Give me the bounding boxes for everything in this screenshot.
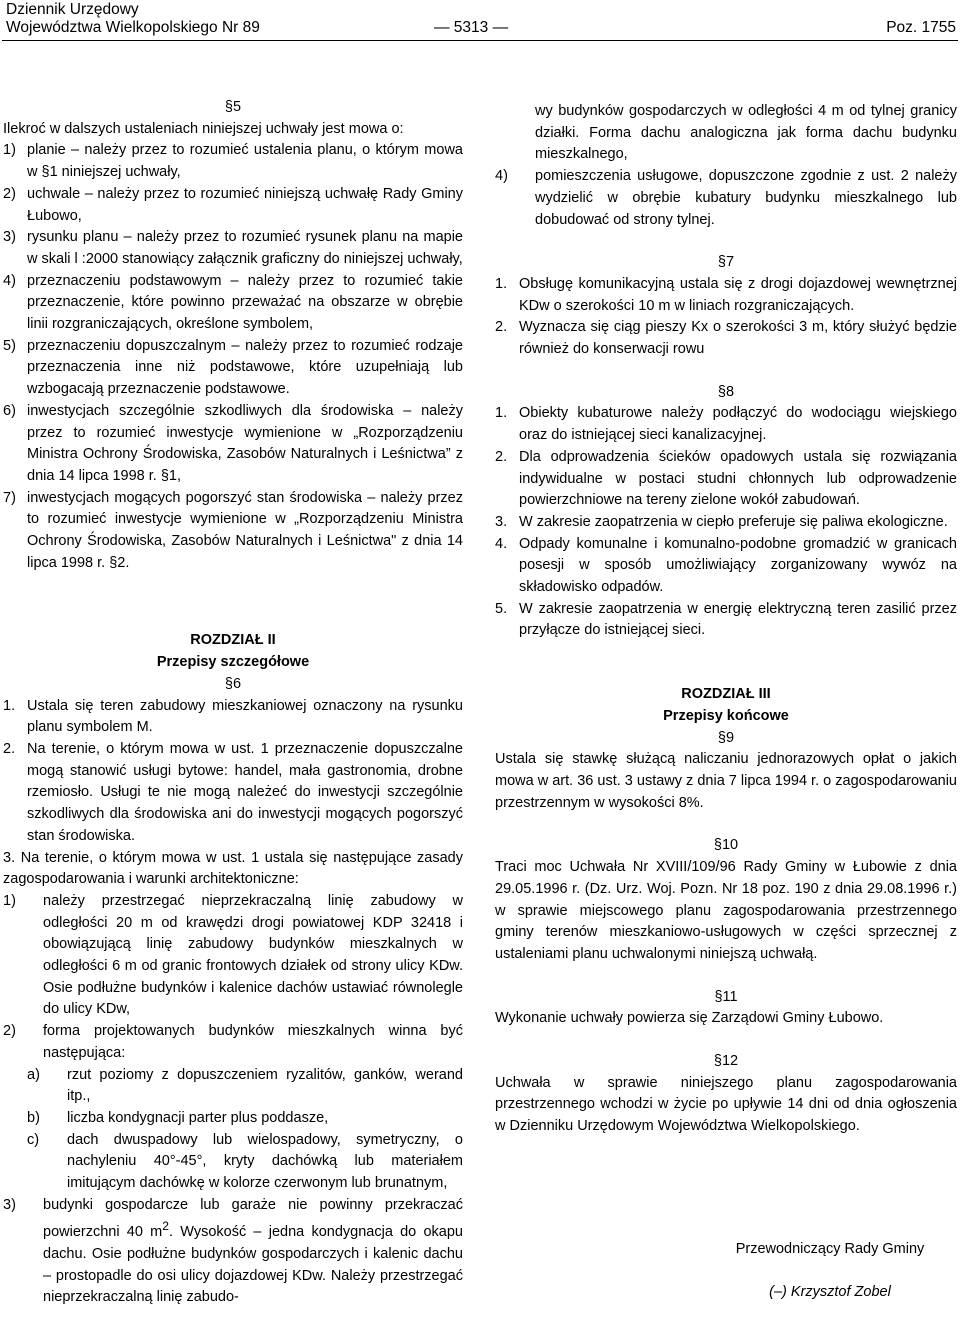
- section-9-title: §9: [717, 729, 735, 746]
- section-12-text: Uchwała w sprawie niniejszego planu zagospodarowania przestrzennego wchodzi w życie po upływie 14 dni od dnia ogłoszenia w Dzienniku Urzędowym Województwa Wielkopolskiego.: [495, 1074, 957, 1135]
- list-number: 2.: [495, 448, 508, 465]
- section-6-point-3: 3) budynki gospodarcze lub garaże nie powinny przekraczać powierzchni 40 $m^2$. Wysokość – jedna kondygnacja do okapu dachu. Osie podłużne budynków gospodarczych i kalenic dachu – prostopadle do osi ulicy dojazdowej KDw. Należy przestrzegać nieprzekraczalną linię zabudo-: [3, 1196, 463, 1306]
- list-number: 2.: [495, 319, 508, 336]
- section-8-item-3: [495, 512, 957, 534]
- section-7-item-2: [495, 317, 957, 360]
- list-number: 1.: [495, 275, 508, 292]
- section-5-item-7: [3, 488, 463, 575]
- list-number: 2): [3, 185, 16, 202]
- section-8-item-1: [495, 403, 957, 446]
- list-number: 1): [3, 142, 16, 159]
- list-number: 3.: [495, 513, 508, 530]
- section-6-para-1: 1. Ustala się teren zabudowy mieszkaniowej oznaczony na rysunku planu symbolem M.: [3, 697, 463, 736]
- list-number: 5): [3, 337, 16, 354]
- list-number: 4.: [495, 535, 508, 552]
- header-rule: [2, 40, 958, 41]
- chapter-2-title: ROZDZIAŁ II: [190, 632, 276, 649]
- section-6-point-3-continued: wy budynków gospodarczych w odległości 4 m od tylnej granicy działki. Forma dachu analogiczna jak forma dachu budynku mieszkalnego,: [535, 103, 957, 163]
- list-number: 1.: [495, 405, 508, 422]
- left-column: [3, 97, 463, 1309]
- section-7-title: §7: [717, 254, 735, 271]
- section-8-item-5: [495, 599, 957, 642]
- section-5-item-5: [3, 336, 463, 401]
- list-number: c): [27, 1131, 40, 1148]
- list-text: W zakresie zaopatrzenia w energię elektryczną teren zasilić przez przyłącze do istniejącej sieci.: [519, 600, 957, 639]
- section-6-point-2: 2) forma projektowanych budynków mieszkalnych winna być następująca:: [3, 1023, 463, 1061]
- chapter-3-title: ROZDZIAŁ III: [681, 686, 771, 703]
- section-12-title: §12: [713, 1053, 739, 1070]
- section-11-title: §11: [714, 988, 738, 1005]
- section-5-item-3: [3, 227, 463, 270]
- list-text: Wyznacza się ciąg pieszy Kx o szerokości 3 m, który służyć będzie również do konserwacji rowu: [519, 319, 957, 358]
- section-6-subitem-3: [3, 1130, 463, 1195]
- chapter-3-subtitle: Przepisy końcowe: [663, 707, 789, 724]
- journal-title: [6, 1, 260, 37]
- list-number: 5.: [495, 600, 508, 617]
- section-5-list: [3, 140, 463, 574]
- list-text: rzut poziomy z dopuszczeniem ryzalitów, ganków, werand itp.,: [67, 1066, 463, 1105]
- list-text: przeznaczeniu dopuszczalnym – należy przez to rozumieć rodzaje przeznaczenia inne niż podstawowe, które uzupełniają lub wzbogacają przeznaczenie podstawowe.: [27, 337, 463, 398]
- list-number: b): [27, 1109, 40, 1126]
- section-10-text: Traci moc Uchwała Nr XVIII/109/96 Rady Gminy w Łubowie z dnia 29.05.1996 r. (Dz. Urz. Woj. Pozn. Nr 18 poz. 190 z dnia 29.08.1996 r.) w sprawie miejscowego planu zagospodarowania przestrzennego gminy terenów mieszkaniowo-usługowych w części sprzecznej z ustaleniami planu uchwalonymi niniejszą uchwałą.: [495, 859, 957, 962]
- section-6-point-1: 1) należy przestrzegać nieprzekraczalną linię zabudowy w odległości 20 m od krawędzi drogi powiatowej KDP 32418 i obowiązującą linię zabudowy budynków mieszkalnych w odległości 6 m od granic frontowych działek od strony ulicy KDw. Osie podłużne budynków i kalenice dachów ustawiać równolegle do ulicy KDw,: [3, 892, 463, 1018]
- section-7-item-1: [495, 274, 957, 317]
- list-text: inwestycjach szczególnie szkodliwych dla środowiska – należy przez to rozumieć inwestycje wymienione w „Rozporządzeniu Ministra Ochrony Środowiska, Zasobów Naturalnych i Leśnictwa” z dnia 14 lipca 1998 r. §1,: [27, 402, 463, 484]
- section-11-text: Wykonanie uchwały powierza się Zarządowi Gminy Łubowo.: [495, 1010, 884, 1027]
- list-text: przeznaczeniu podstawowym – należy przez to rozumieć takie przeznaczenie, które powinno przeważać na obszarze w obrębie linii rozgraniczających, określone symbolem,: [27, 272, 463, 333]
- list-number: 4): [3, 272, 16, 289]
- section-8-title: §8: [717, 383, 735, 400]
- list-number: a): [27, 1066, 40, 1083]
- section-9-text: Ustala się stawkę służącą naliczaniu jednorazowych opłat o jakich mowa w art. 36 ust. 3 ustawy z dnia 7 lipca 1994 r. o zagospodarowaniu przestrzennym w wysokości 8%.: [495, 751, 957, 811]
- section-6-title: §6: [224, 675, 242, 692]
- signature-role: Przewodniczący Rady Gminy: [735, 1241, 925, 1257]
- right-column: [495, 101, 957, 1138]
- list-number: 7): [3, 489, 16, 506]
- list-number: 6): [3, 402, 16, 419]
- section-5-item-2: [3, 184, 463, 227]
- list-text: Dla odprowadzenia ścieków opadowych ustala się rozwiązania indywidualne w postaci studni chłonnych lub odprowadzenie powierzchniowe na tereny zielone wokół zabudowań.: [519, 448, 957, 509]
- list-number: 1.: [3, 697, 16, 714]
- list-text: uchwale – należy przez to rozumieć niniejszą uchwałę Rady Gminy Łubowo,: [27, 185, 463, 224]
- section-5-item-4: [3, 271, 463, 336]
- section-6-para-2: 2. Na terenie, o którym mowa w ust. 1 przeznaczenie dopuszczalne mogą stanowić usługi bytowe: handel, mała gastronomia, drobne rzemiosło. Usługi te nie mogą należeć do inwestycji szczególnie szkodliwych dla środowiska ani do inwestycji mogących pogorszyć stan środowiska.: [3, 740, 463, 844]
- signature-name: (–) Krzysztof Zobel: [769, 1284, 891, 1300]
- chapter-2-subtitle: Przepisy szczegółowe: [156, 654, 310, 671]
- list-text: W zakresie zaopatrzenia w ciepło preferuje się paliwa ekologiczne.: [519, 513, 948, 530]
- section-10-title: §10: [713, 837, 739, 854]
- section-8-item-2: [495, 447, 957, 512]
- page-header: [0, 0, 960, 40]
- list-number: 2.: [3, 740, 16, 757]
- list-text: Odpady komunalne i komunalno-podobne gromadzić w granicach posesji w sposób umożliwiający zorganizowany wywóz na składowisko odpadów.: [519, 535, 957, 596]
- section-6-point-4: 4) pomieszczenia usługowe, dopuszczone zgodnie z ust. 2 należy wydzielić w obrębie kubatury budynku mieszkalnego lub dobudować od strony tylnej.: [495, 168, 957, 228]
- section-7-list: [495, 274, 957, 361]
- list-text: planie – należy przez to rozumieć ustalenia planu, o którym mowa w §1 niniejszej uchwały,: [27, 142, 463, 181]
- section-6-subitem-1: [3, 1065, 463, 1108]
- list-text: Obiekty kubaturowe należy podłączyć do wodociągu wiejskiego oraz do istniejącej sieci kanalizacyjnej.: [519, 405, 957, 444]
- list-text: liczba kondygnacji parter plus poddasze,: [67, 1109, 329, 1126]
- section-5-item-6: [3, 401, 463, 488]
- section-5-title: §5: [224, 99, 242, 115]
- list-text: inwestycjach mogących pogorszyć stan środowiska – należy przez to rozumieć inwestycje wymienione w „Rozporządzeniu Ministra Ochrony Środowiska, Zasobów Naturalnych i Leśnictwa" z dnia 14 lipca 1998 r. §2.: [27, 489, 463, 571]
- list-text: dach dwuspadowy lub wielospadowy, symetryczny, o nachyleniu 40°-45°, kryty dachówką lub materiałem imitującym dachówkę w kolorze czerwonym lub brunatnym,: [67, 1131, 463, 1192]
- list-number: 3): [3, 229, 16, 246]
- section-8-list: [495, 403, 957, 642]
- page-number: — 5313 —: [434, 19, 509, 36]
- section-6-subitem-2: [3, 1108, 463, 1130]
- section-6-para-3: 3. Na terenie, o którym mowa w ust. 1 ustala się następujące zasady zagospodarowania i warunki architektoniczne:: [3, 849, 463, 888]
- list-text: rysunku planu – należy przez to rozumieć rysunek planu na mapie w skali l :2000 stanowiący załącznik graficzny do niniejszej uchwały,: [27, 229, 463, 267]
- list-text: Obsługę komunikacyjną ustala się z drogi dojazdowej wewnętrznej KDw o szerokości 10 m w liniach rozgraniczających.: [519, 275, 957, 314]
- section-6-point-2-list: [3, 1065, 463, 1195]
- section-8-item-4: [495, 534, 957, 599]
- journal-line-1: Dziennik Urzędowy: [6, 1, 139, 18]
- section-5-intro: Ilekroć w dalszych ustaleniach niniejszej uchwały jest mowa o:: [3, 120, 404, 137]
- journal-line-2: Województwa Wielkopolskiego Nr 89: [6, 19, 260, 36]
- section-5-item-1: [3, 140, 463, 183]
- position-number: Poz. 1755: [886, 19, 956, 36]
